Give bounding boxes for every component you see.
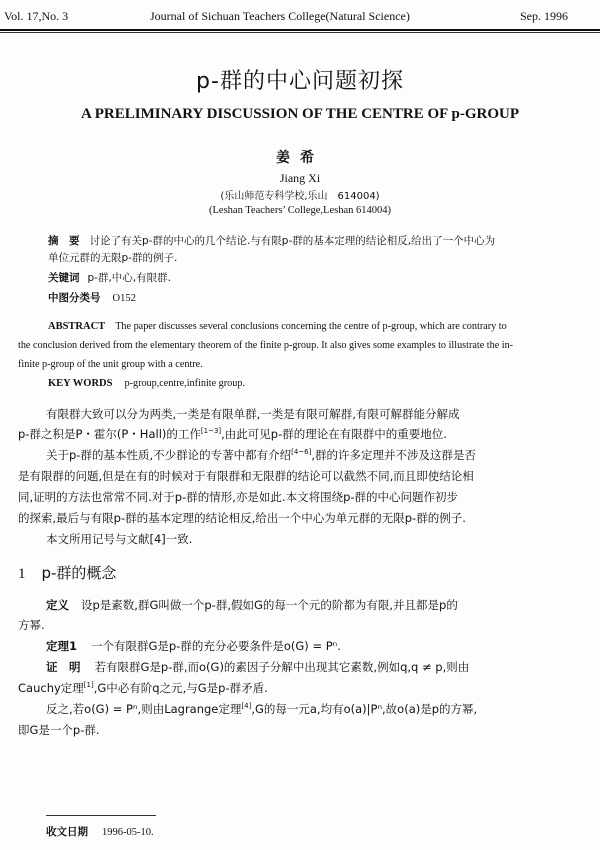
proof-line2b: ,G中必有阶q之元,与G是p-群矛盾. (93, 681, 268, 695)
abstract-en-text-1: The paper discusses several conclusions concerning the centre of p-group, which are contrary to (115, 321, 507, 332)
footnote-rule (46, 815, 156, 816)
header-rule (0, 29, 600, 31)
keywords-en (48, 378, 245, 389)
footnote (46, 824, 154, 839)
journal-volume: Vol. 17,No. 3 (4, 9, 69, 23)
proof-line4: 即G是一个p-群. (18, 723, 100, 737)
intro-p1-line2 (18, 426, 447, 442)
citation-ref: [4] (241, 702, 252, 711)
author-english: Jiang Xi (279, 171, 321, 185)
abstract-en-line1 (48, 321, 507, 332)
abstract-cn-text-2: 单位元群的无限p-群的例子. (48, 252, 178, 264)
abstract-cn-text-1: 讨论了有关p-群的中心的几个结论.与有限p-群的基本定理的结论相反,给出了一个中心为 (89, 235, 496, 247)
abstract-en-text-2: the conclusion derived from the elementary theorem of the finite p-group. It also gives some examples to illustrate the in- (18, 340, 514, 351)
proof-line2 (18, 680, 268, 696)
definition-text-2: 方幂. (18, 618, 45, 632)
journal-name: Journal of Sichuan Teachers College(Natural Science) (150, 9, 410, 23)
theorem-1 (46, 638, 341, 654)
intro-p2-line1 (46, 447, 476, 463)
classification (48, 290, 136, 305)
proof-label: 证 明 (46, 660, 81, 674)
abstract-cn-label: 摘 要 (48, 235, 80, 247)
keywords-cn-label: 关键词 (48, 272, 80, 284)
footnote-date: 1996-05-10. (102, 827, 154, 838)
classification-label: 中图分类号 (48, 292, 101, 304)
theorem-label: 定理1 (46, 639, 78, 653)
theorem-text: 一个有限群G是p-群的充分必要条件是o(G) = Pⁿ. (91, 639, 341, 653)
keywords-cn-text: p-群,中心,有限群. (87, 272, 171, 284)
intro-p2-line3: 同,证明的方法也常常不同.对于p-群的情形,亦是如此.本文将围绕p-群的中心问题作初步 (18, 490, 459, 504)
abstract-en-label: ABSTRACT (48, 321, 106, 332)
proof-line3b: ,G的每一元a,均有o(a)|Pⁿ,故o(a)是p的方幂, (251, 702, 478, 716)
proof-line3 (46, 701, 477, 717)
proof-line2a: Cauchy定理 (18, 681, 84, 695)
section-number: 1 (18, 566, 26, 582)
classification-code: O152 (112, 293, 136, 304)
intro-p2-line1a: 关于p-群的基本性质,不少群论的专著中都有介绍 (46, 448, 292, 462)
title-chinese: p-群的中心问题初探 (196, 69, 404, 94)
definition-line1 (46, 597, 458, 613)
intro-p2-line2: 是有限群的问题,但是在有的时候对于有限群和无限群的结论可以截然不同,而且即使结论相 (18, 469, 474, 483)
affiliation-chinese: (乐山师范专科学校,乐山 614004) (220, 191, 380, 202)
intro-p1-line2a: p-群之积是P・霍尔(P・Hall)的工作 (18, 427, 201, 441)
footnote-label: 收文日期 (46, 826, 88, 838)
keywords-en-text: p-group,centre,infinite group. (124, 378, 245, 389)
definition-label: 定义 (46, 598, 69, 612)
author-chinese: 姜希 (276, 150, 324, 166)
proof-line1 (46, 659, 469, 675)
keywords-cn (48, 270, 171, 285)
intro-p1-line1: 有限群大致可以分为两类,一类是有限单群,一类是有限可解群,有限可解群能分解成 (46, 407, 460, 421)
intro-p1-line2b: ,由此可见p-群的理论在有限群中的重要地位. (221, 427, 447, 441)
citation-ref: [1] (83, 681, 94, 690)
intro-p2-line1b: ,群的许多定理并不涉及这群是否 (311, 448, 476, 462)
header-rule-thin (0, 32, 600, 33)
proof-text-1: 若有限群G是p-群,而o(G)的素因子分解中出现其它素数,例如q,q ≠ p,则由 (94, 660, 470, 674)
abstract-cn-line1 (48, 233, 495, 248)
definition-text-1: 设p是素数,群G叫做一个p-群,假如G的每一个元的阶都为有限,并且都是p的 (81, 598, 458, 612)
affiliation-english: (Leshan Teachers’ College,Leshan 614004) (209, 205, 391, 216)
journal-date: Sep. 1996 (520, 9, 568, 23)
keywords-en-label: KEY WORDS (48, 378, 113, 389)
intro-p3: 本文所用记号与文献[4]一致. (46, 532, 193, 546)
section-title: p-群的概念 (41, 564, 117, 582)
section-heading (18, 562, 116, 583)
citation-ref: [4~6] (291, 448, 312, 457)
abstract-en-text-3: finite p-group of the unit group with a centre. (18, 359, 203, 370)
proof-line3a: 反之,若o(G) = Pⁿ,则由Lagrange定理 (46, 702, 242, 716)
citation-ref: [1~3] (200, 427, 222, 436)
title-english: A PRELIMINARY DISCUSSION OF THE CENTRE OF p-GROUP (80, 106, 519, 122)
intro-p2-line4: 的探索,最后与有限p-群的基本定理的结论相反,给出一个中心为单元群的无限p-群的例子. (18, 511, 466, 525)
